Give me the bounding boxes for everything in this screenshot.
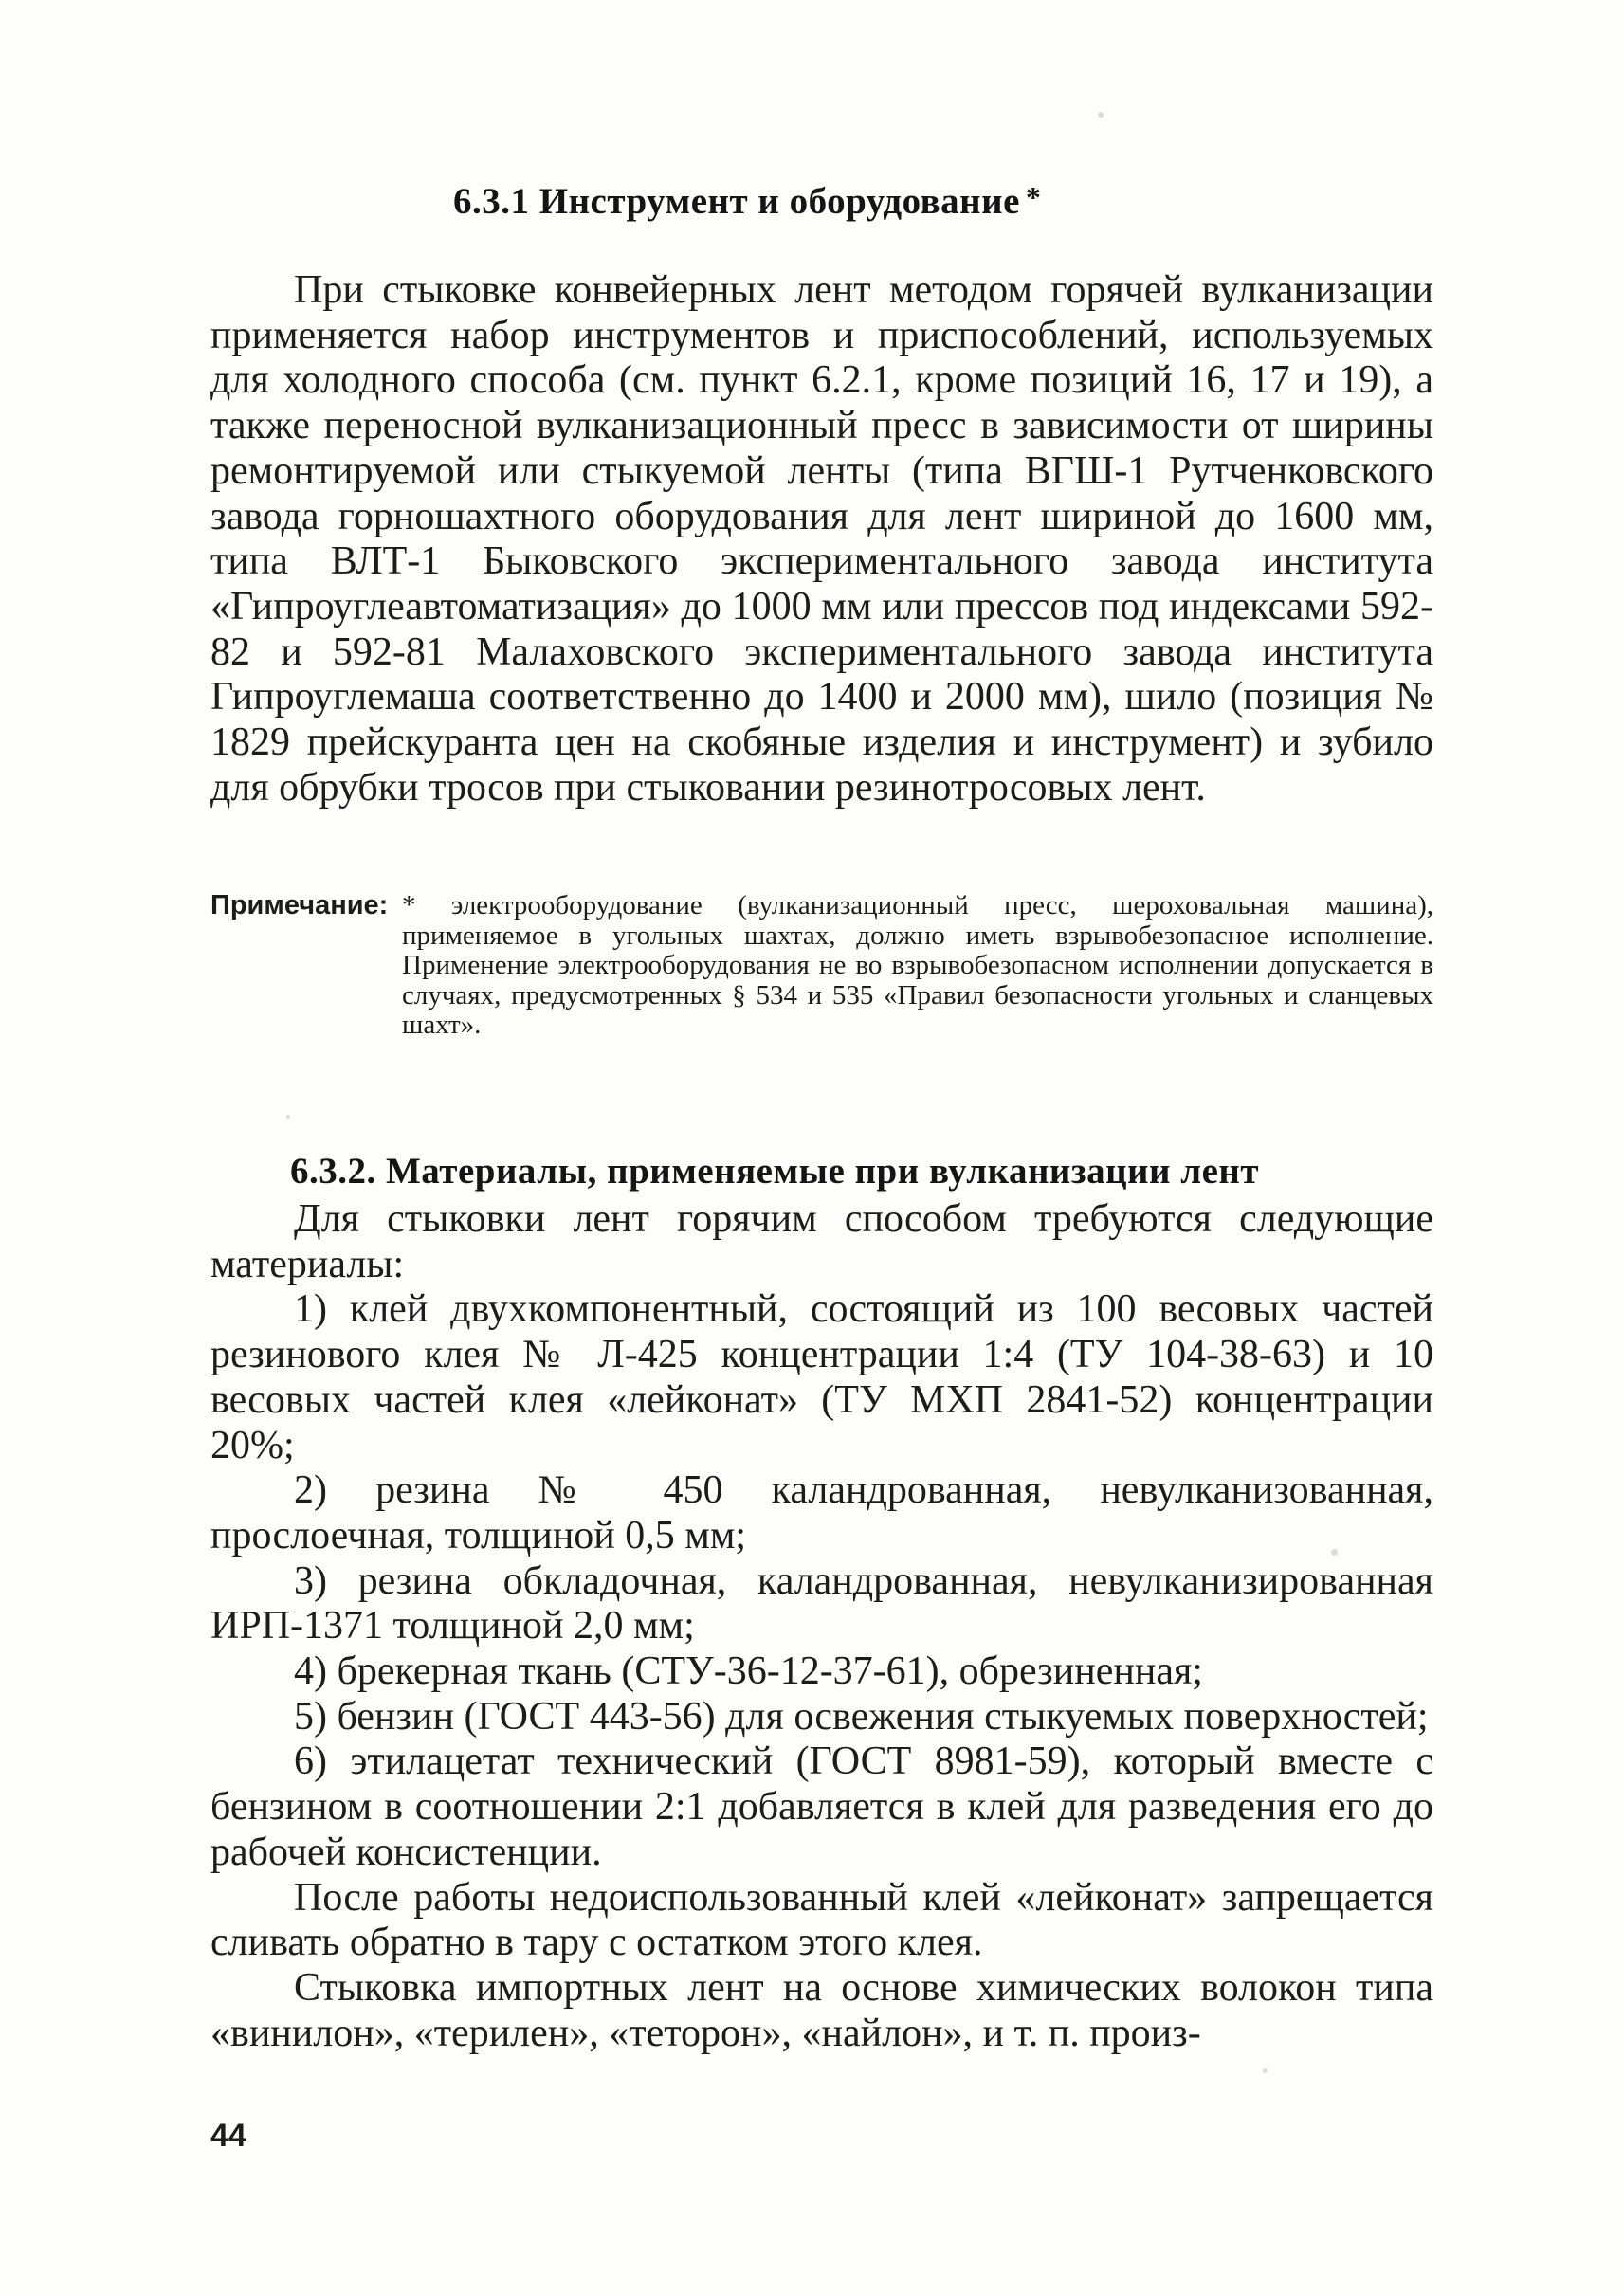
scan-speck (1098, 112, 1104, 118)
list-item: 6) этилацетат технический (ГОСТ 8981-59), который вместе с бензином в соотношении 2:1 добавляется в клей для разведения его до рабочей консистенции. (210, 1739, 1433, 1874)
paragraph-import-belts: Стыковка импортных лент на основе химических волокон типа «винилон», «терилен», «теторон», «найлон», и т. п. произ- (210, 1965, 1433, 2055)
list-item: 4) брекерная ткань (СТУ-36-12-37-61), обрезиненная; (294, 1649, 1203, 1694)
list-item: 5) бензин (ГОСТ 443-56) для освежения стыкуемых поверхностей; (294, 1694, 1429, 1739)
scan-speck (286, 1115, 290, 1119)
page-number: 44 (210, 2118, 246, 2154)
paragraph-materials-intro: Для стыковки лент горячим способом требуются следующие материалы: (210, 1197, 1433, 1286)
section-heading-631 (453, 180, 1041, 223)
footnote-block (210, 891, 1433, 1041)
section-632-body (210, 1197, 1433, 2056)
footnote-mark: * (1025, 180, 1042, 214)
section-heading-632: 6.3.2. Материалы, применяемые при вулканизации лент (290, 1151, 1260, 1192)
list-item: 1) клей двухкомпонентный, состоящий из 100 весовых частей резинового клея № Л-425 концентрации 1:4 (ТУ 104-38-63) и 10 весовых частей клея «лейконат» (ТУ МХП 2841-52) концентрации 20%; (210, 1287, 1433, 1467)
section-631-body (210, 268, 1433, 811)
paragraph-tools: При стыковке конвейерных лент методом горячей вулканизации применяется набор инструментов и приспособлений, используемых для холодного способа (см. пункт 6.2.1, кроме позиций 16, 17 и 19), а также переносной вулканизационный пресс в зависимости от ширины ремонтируемой или стыкуемой ленты (типа ВГШ-1 Рутченковского завода горношахтного оборудования для лент шириной до 1600 мм, типа ВЛТ-1 Быковского экспериментального завода института «Гипроуглеавтоматизация» до 1000 мм или прессов под индексами 592-82 и 592-81 Малаховского экспериментального завода института Гипроуглемаша соответственно до 1400 и 2000 мм), шило (позиция № 1829 прейскуранта цен на скобяные изделия и инструмент) и зубило для обрубки тросов при стыковании резинотросовых лент. (210, 268, 1433, 810)
section-heading-631-text: 6.3.1 Инструмент и оборудование (453, 181, 1020, 222)
scan-speck (1263, 2068, 1268, 2073)
list-item: 2) резина № 450 каландрованная, невулканизованная, прослоечная, толщиной 0,5 мм; (210, 1468, 1433, 1557)
paragraph-leftover-glue: После работы недоиспользованный клей «лейконат» запрещается сливать обратно в тару с остатком этого клея. (210, 1875, 1433, 1965)
note-label: Примечание: (210, 890, 389, 920)
note-text: * электрооборудование (вулканизационный пресс, шероховальная машина), применяемое в угольных шахтах, должно иметь взрывобезопасное исполнение. Применение электрооборудования не во взрывобезопасном исполнении допускается в случаях, предусмотренных § 534 и 535 «Правил безопасности угольных и сланцевых шахт». (402, 890, 1433, 1041)
list-item: 3) резина обкладочная, каландрованная, невулканизированная ИРП-1371 толщиной 2,0 мм; (210, 1558, 1433, 1648)
